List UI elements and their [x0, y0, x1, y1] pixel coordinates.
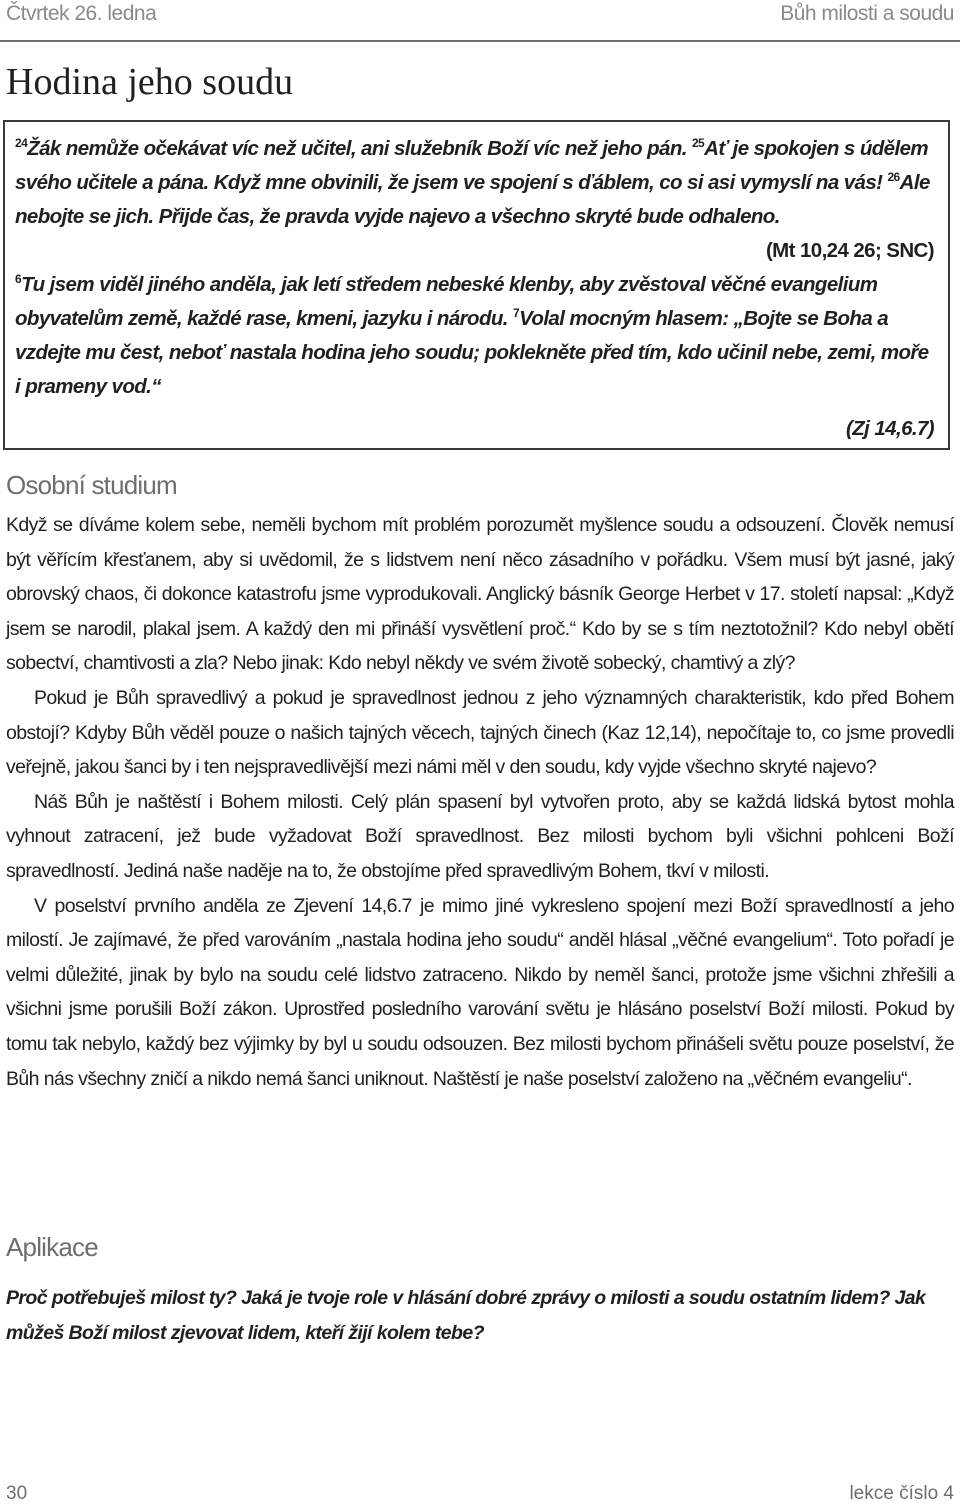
scripture-passage-mt	[15, 132, 938, 234]
verse-text: Žák nemůže očekávat víc než učitel, ani služebník Boží víc než jeho pán.	[27, 137, 687, 160]
study-paragraph: Pokud je Bůh spravedlivý a pokud je spravedlnost jednou z jeho významných charakteristik, kdo před Bohem obstojí? Kdyby Bůh věděl pouze o našich tajných věcech, tajných činech (Kaz 12,14), nepočítaje to, co jsme provedli veřejně, jakou šanci by i ten nejspravedlivější mezi námi měl v den soudu, kdy vyjde všechno skryté najevo?	[6, 686, 954, 779]
lesson-label: lekce číslo 4	[849, 1483, 954, 1504]
page-footer	[6, 1483, 954, 1505]
study-body	[6, 508, 954, 1096]
header-series-title: Bůh milosti a soudu	[780, 2, 954, 25]
verse-number: 6	[15, 272, 22, 287]
verse-text: Volal mocným hlasem: „Bojte se Boha a vzdejte mu čest, neboť nastala hodina jeho soudu; poklekněte před tím, kdo učinil nebe, zemi, moře i prameny vod.“	[15, 307, 929, 398]
verse-number: 26	[887, 170, 900, 185]
scripture-reference-mt: (Mt 10,24 26; SNC)	[765, 239, 934, 262]
header-date: Čtvrtek 26. ledna	[6, 2, 157, 25]
verse-number: 7	[513, 306, 520, 321]
running-head	[6, 2, 954, 32]
verse-number: 25	[691, 136, 705, 151]
verse-text: Tu jsem viděl jiného anděla, jak letí středem nebeské klenby, aby zvěstoval věčné evangelium obyvatelům země, každé rase, kmeni, jazyku i národu.	[15, 273, 878, 330]
verse-text: Ale nebojte se jich. Přijde čas, že pravda vyjde najevo a všechno skryté bude odhaleno.	[15, 171, 930, 228]
study-paragraph: V poselství prvního anděla ze Zjevení 14,6.7 je mimo jiné vykresleno spojení mezi Boží spravedlností a jeho milostí. Je zajímavé, že před varováním „nastala hodina jeho soudu“ anděl hlásal „věčné evangelium“. Toto pořadí je velmi důležité, jinak by bylo na soudu celé lidstvo zatraceno. Nikdo by neměl šanci, protože jsme všichni zhřešili a všichni jsme porušili Boží zákon. Uprostřed posledního varování světu je hlásáno poselství Boží milosti. Pokud by tomu tak nebylo, každý bez výjimky by byl u soudu odsouzen. Bez milosti bychom přinášeli světu pouze poselství, že Bůh nás všechny zničí a nikdo nemá šanci uniknout. Naštěstí je naše poselství založeno na „věčném evangeliu“.	[6, 894, 954, 1090]
study-heading: Osobní studium	[6, 470, 177, 500]
scripture-passage-zj	[15, 268, 938, 404]
header-divider	[0, 40, 960, 42]
page-number: 30	[6, 1483, 28, 1504]
application-question: Proč potřebuješ milost ty? Jaká je tvoje role v hlásání dobré zprávy o milosti a soudu ostatním lidem? Jak můžeš Boží milost zjevovat lidem, kteří žijí kolem tebe?	[6, 1287, 926, 1344]
study-paragraph: Náš Bůh je naštěstí i Bohem milosti. Celý plán spasení byl vytvořen proto, aby se každá lidská bytost mohla vyhnout zatracení, jež bude vyžadovat Boží spravedlnost. Bez milosti bychom byli všichni pohlceni Boží spravedlností. Jediná naše naděje na to, že obstojíme před spravedlivým Bohem, tkví v milosti.	[6, 790, 954, 882]
application-heading: Aplikace	[6, 1232, 98, 1262]
verse-text: Ať je spokojen s údělem svého učitele a pána. Když mne obvinili, že jsem ve spojení s ďáblem, co si asi vymyslí na vás!	[15, 137, 929, 194]
scripture-box	[3, 120, 950, 450]
verse-number: 24	[15, 136, 28, 151]
study-paragraph: Když se díváme kolem sebe, neměli bychom mít problém porozumět myšlence soudu a odsouzení. Člověk nemusí být věřícím křesťanem, aby si uvědomil, že s lidstvem není něco zásadního v pořádku. Všem musí být jasné, jaký obrovský chaos, či dokonce katastrofu jsme vyprodukovali. Anglický básník George Herbet v 17. století napsal: „Když jsem se narodil, plakal jsem. A každý den mi přináší vysvětlení proč.“ Kdo by se s tím neztotožnil? Kdo nebyl obětí sobectví, chamtivosti a zla? Nebo jinak: Kdo nebyl někdy ve svém životě sobecký, chamtivý a zlý?	[6, 514, 954, 675]
scripture-reference-zj: (Zj 14,6.7)	[846, 417, 934, 440]
page-title: Hodina jeho soudu	[6, 61, 294, 103]
